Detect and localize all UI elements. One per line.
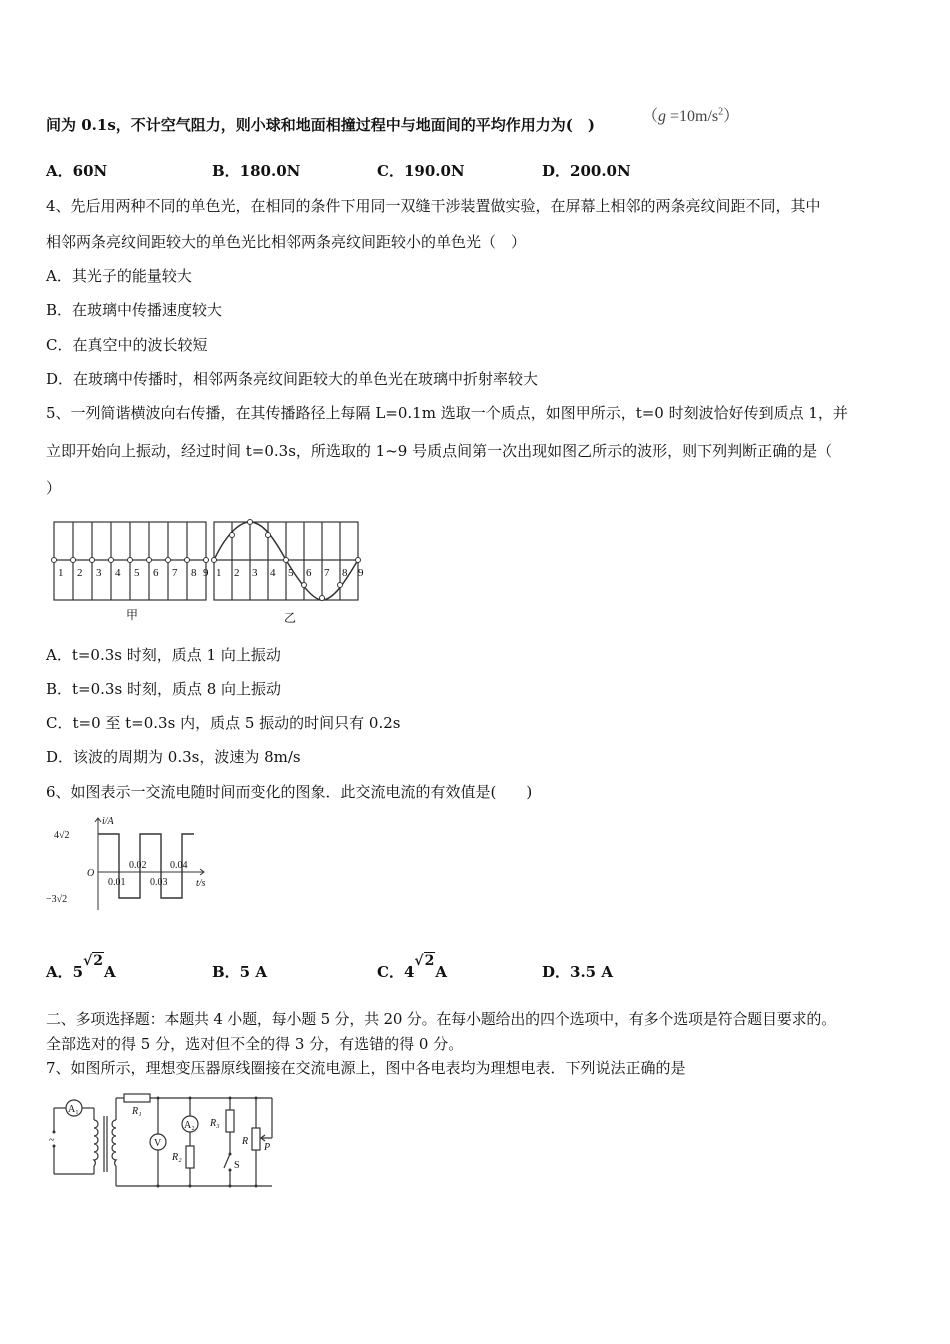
q3-g-note: $(g =10m/s^2)$: [642, 106, 740, 125]
section2-heading-line2: 全部选对的得 5 分，选对但不全的得 3 分，有选错的得 0 分。: [46, 1035, 464, 1053]
tick-003: 0.03: [150, 877, 168, 888]
label-r3: R₃: [210, 1118, 220, 1129]
neg-level-label: −3√2: [46, 894, 68, 905]
svg-text:8: 8: [342, 567, 348, 579]
svg-text:9: 9: [203, 567, 209, 579]
q5-stem-line1: 5、一列简谐横波向右传播，在其传播路径上每隔 L=0.1m 选取一个质点，如图甲所示，t=0 时刻波恰好传到质点 1，并: [46, 404, 848, 422]
q5-option-b[interactable]: B．t=0.3s 时刻，质点 8 向上振动: [46, 680, 282, 698]
label-p: P: [264, 1142, 271, 1153]
q5-option-a[interactable]: A．t=0.3s 时刻，质点 1 向上振动: [46, 646, 281, 664]
label-a2: A₂: [184, 1120, 195, 1131]
svg-text:6: 6: [306, 567, 312, 579]
svg-text:1: 1: [58, 567, 64, 579]
svg-text:5: 5: [134, 567, 140, 579]
q7-stem: 7、如图所示，理想变压器原线圈接在交流电源上，图中各电表均为理想电表．下列说法正确的是: [46, 1059, 686, 1077]
q6-option-b[interactable]: B．5 A: [212, 963, 267, 981]
rheostat-r: [252, 1128, 260, 1150]
fig-label-yi: 乙: [284, 611, 297, 625]
resistor-r2: [186, 1146, 194, 1168]
x-axis-label: t/s: [196, 878, 206, 889]
resistor-r3: [226, 1110, 234, 1132]
label-v: V: [154, 1138, 162, 1149]
q3-option-b[interactable]: B．180.0N: [212, 162, 301, 180]
label-r: R: [242, 1136, 249, 1147]
label-a1: A₁: [68, 1104, 79, 1115]
label-r1: R₁: [132, 1106, 142, 1117]
jia-points: [52, 558, 209, 563]
tick-004: 0.04: [170, 860, 188, 871]
q6-stem: 6、如图表示一交流电随时间而变化的图象．此交流电流的有效值是( ): [46, 783, 533, 801]
primary-coil: [94, 1120, 98, 1166]
yi-point-labels: [216, 567, 364, 579]
q6-ac-graph: [44, 810, 224, 914]
q5-stem-line3: ）: [46, 479, 62, 497]
sqrt-icon: √2: [83, 953, 104, 969]
label-s: S: [234, 1160, 240, 1171]
q5-option-c[interactable]: C．t=0 至 t=0.3s 内，质点 5 振动的时间只有 0.2s: [46, 714, 401, 732]
q4-stem-line1: 4、先后用两种不同的单色光，在相同的条件下用同一双缝干涉装置做实验，在屏幕上相邻的两条亮纹间距不同，其中: [46, 197, 821, 215]
svg-text:7: 7: [172, 567, 178, 579]
sqrt-icon: √2: [414, 953, 435, 969]
q5-wave-figures: [46, 518, 376, 630]
fig-label-jia: 甲: [126, 608, 139, 622]
section2-heading-line1: 二、多项选择题：本题共 4 小题，每小题 5 分，共 20 分。在每小题给出的四个选项中，有多个选项是符合题目要求的。: [46, 1010, 836, 1028]
switch-s: [224, 1154, 230, 1168]
q6-option-c[interactable]: C．4√2A: [377, 953, 447, 981]
svg-text:9: 9: [358, 567, 364, 579]
svg-text:3: 3: [96, 567, 102, 579]
q3-option-c[interactable]: C．190.0N: [377, 162, 465, 180]
q3-option-d[interactable]: D．200.0N: [542, 162, 631, 180]
svg-text:2: 2: [77, 567, 83, 579]
q4-option-d[interactable]: D．在玻璃中传播时，相邻两条亮纹间距较大的单色光在玻璃中折射率较大: [46, 370, 539, 388]
svg-text:6: 6: [153, 567, 159, 579]
svg-text:3: 3: [252, 567, 258, 579]
q4-option-b[interactable]: B．在玻璃中传播速度较大: [46, 301, 223, 319]
origin-label: O: [87, 868, 95, 879]
label-r2: R₂: [172, 1152, 182, 1163]
svg-text:4: 4: [270, 567, 276, 579]
q3-option-a[interactable]: A．60N: [46, 162, 108, 180]
tick-001: 0.01: [108, 877, 126, 888]
q7-circuit-diagram: [44, 1088, 284, 1192]
resistor-r1: [124, 1094, 150, 1102]
secondary-coil: [112, 1120, 116, 1166]
q6-option-d[interactable]: D．3.5 A: [542, 963, 613, 981]
pos-level-label: 4√2: [54, 830, 70, 841]
svg-text:1: 1: [216, 567, 222, 579]
q6-option-a[interactable]: A．5√2A: [46, 953, 116, 981]
q5-option-d[interactable]: D．该波的周期为 0.3s，波速为 8m/s: [46, 748, 301, 766]
svg-text:2: 2: [234, 567, 240, 579]
q3-stem-tail: 间为 0.1s，不计空气阻力，则小球和地面相撞过程中与地面间的平均作用力为( ): [46, 116, 595, 134]
q4-option-a[interactable]: A．其光子的能量较大: [46, 267, 192, 285]
svg-text:8: 8: [191, 567, 197, 579]
tick-002: 0.02: [129, 860, 147, 871]
q4-stem-line2: 相邻两条亮纹间距较大的单色光比相邻两条亮纹间距较小的单色光（ ）: [46, 233, 527, 251]
jia-point-labels: [58, 567, 209, 579]
svg-text:5: 5: [288, 567, 294, 579]
y-axis-label: i/A: [102, 816, 114, 827]
svg-text:4: 4: [115, 567, 121, 579]
q5-stem-line2: 立即开始向上振动，经过时间 t=0.3s，所选取的 1~9 号质点间第一次出现如图乙所示的波形，则下列判断正确的是（: [46, 442, 833, 460]
q4-option-c[interactable]: C．在真空中的波长较短: [46, 336, 208, 354]
svg-text:7: 7: [324, 567, 330, 579]
ac-source-symbol: ~: [49, 1135, 55, 1146]
